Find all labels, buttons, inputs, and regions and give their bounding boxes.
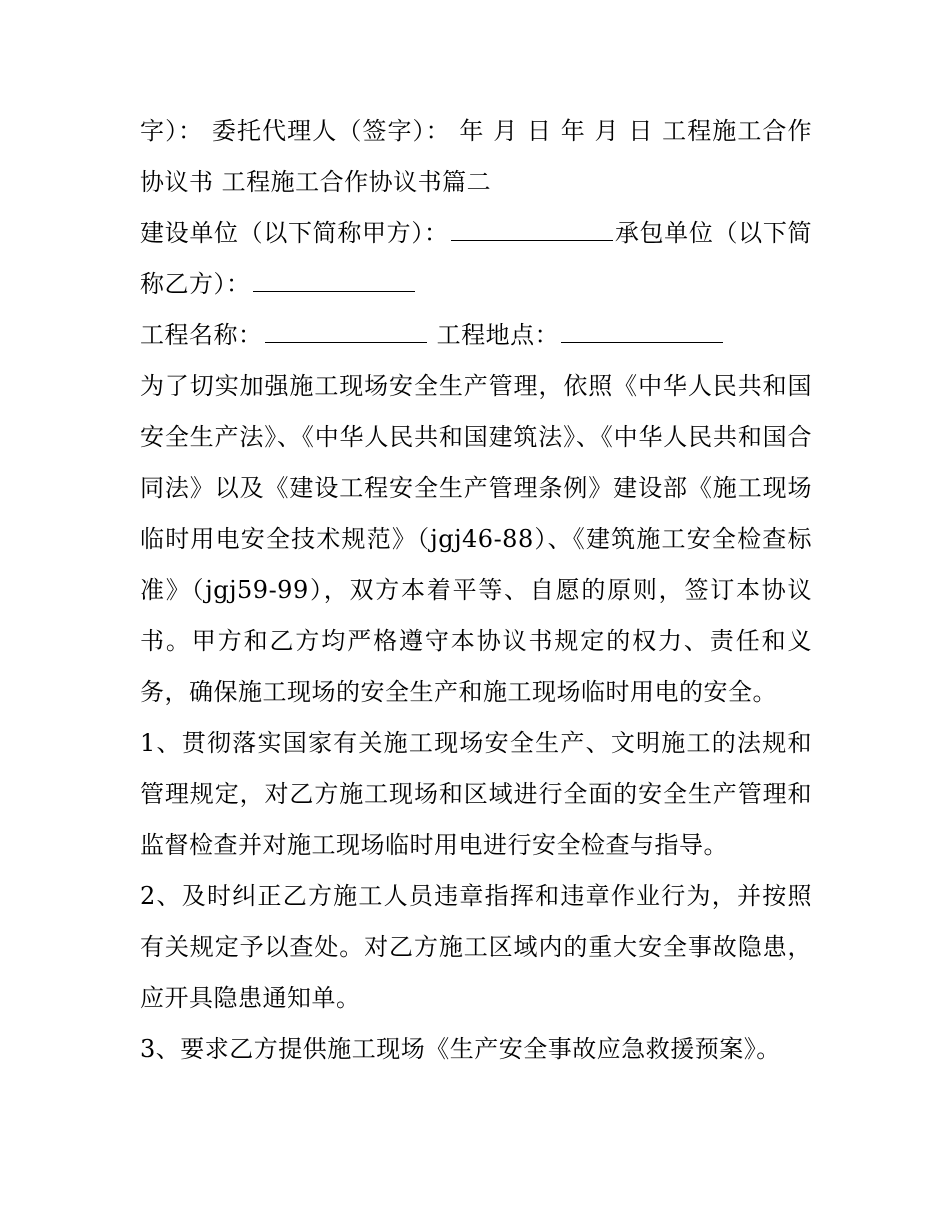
party-b-label: 承包单位（以下简称乙方）： xyxy=(140,219,813,298)
project-location-label: 工程地点： xyxy=(428,321,560,349)
paragraph-clause-3: 3、要求乙方提供施工现场《生产安全事故应急救援预案》。 xyxy=(140,1035,781,1063)
paragraph-parties xyxy=(140,208,812,310)
paragraph-clause-1: 1、贯彻落实国家有关施工现场安全生产、文明施工的法规和管理规定，对乙方施工现场和区域进行全面的安全生产管理和监督检查并对施工现场临时用电进行安全检查与指导。 xyxy=(140,729,812,859)
paragraph-project-info xyxy=(140,310,812,361)
party-a-blank xyxy=(451,218,613,241)
paragraph-preamble: 为了切实加强施工现场安全生产管理，依照《中华人民共和国安全生产法》、《中华人民共和国建筑法》、《中华人民共和国合同法》以及《建设工程安全生产管理条例》建设部《施工现场临时用电安全技术规范》（jgj46-88）、《建筑施工安全检查标准》（jgj59-99），双方本着平等、自愿的原则，签订本协议书。甲方和乙方均严格遵守本协议书规定的权力、责任和义务，确保施工现场的安全生产和施工现场临时用电的安全。 xyxy=(140,372,812,706)
project-location-blank xyxy=(561,320,723,343)
party-a-label: 建设单位（以下简称甲方）： xyxy=(140,219,449,247)
document-body xyxy=(140,106,812,1075)
project-name-blank xyxy=(265,320,427,343)
paragraph-signature-tail: 字）： 委托代理人（签字）： 年 月 日 年 月 日 工程施工合作协议书 工程施工合作协议书篇二 xyxy=(140,117,812,196)
party-b-blank xyxy=(253,269,415,292)
project-name-label: 工程名称： xyxy=(140,321,263,349)
paragraph-clause-2: 2、及时纠正乙方施工人员违章指挥和违章作业行为，并按照有关规定予以查处。对乙方施工区域内的重大安全事故隐患，应开具隐患通知单。 xyxy=(140,882,812,1012)
